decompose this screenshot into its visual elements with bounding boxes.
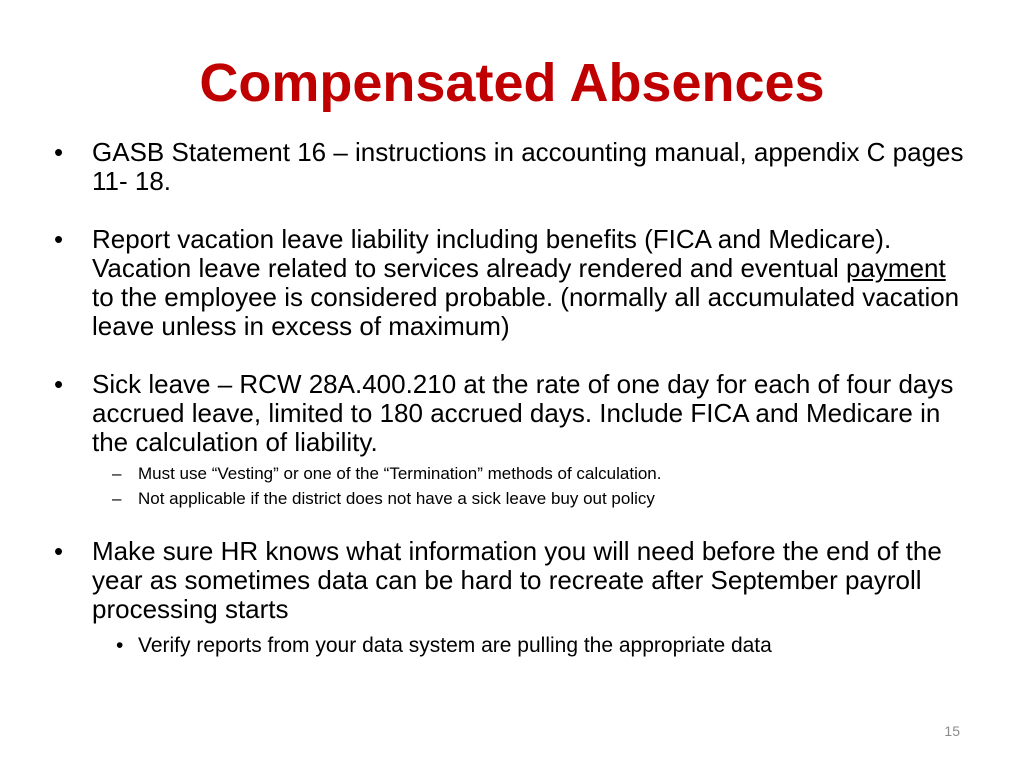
bullet-text: Sick leave – RCW 28A.400.210 at the rate of one day for each of four days accrued leave, limited to 180 accrued days. Include FICA and Medicare in the calculation of liability. <box>92 369 954 457</box>
bullet-marker: • <box>54 137 64 167</box>
bullet-marker: • <box>54 369 64 399</box>
page-number: 15 <box>944 723 960 739</box>
sub-bullet-marker: • <box>116 634 124 657</box>
sub-bullet-text: Verify reports from your data system are pulling the appropriate data <box>138 634 772 657</box>
sub-bullet-item <box>92 486 974 511</box>
sub-bullet-text: Not applicable if the district does not have a sick leave buy out policy <box>138 489 655 508</box>
bullet-text: Make sure HR knows what information you will need before the end of the year as sometimes data can be hard to recreate after September payroll processing starts <box>92 536 942 624</box>
sub-bullet-list <box>92 461 974 511</box>
bullet-item <box>54 370 974 511</box>
underlined-word: payment <box>846 253 946 283</box>
bullet-item <box>54 537 974 659</box>
slide-title: Compensated Absences <box>199 53 825 113</box>
dash-marker: – <box>112 464 122 483</box>
bullet-marker: • <box>54 224 64 254</box>
bullet-text: GASB Statement 16 – instructions in accounting manual, appendix C pages 11- 18. <box>92 137 964 196</box>
dash-marker: – <box>112 489 122 508</box>
sub-bullet-list <box>92 632 974 659</box>
bullet-list <box>54 138 974 659</box>
sub-bullet-text: Must use “Vesting” or one of the “Termination” methods of calculation. <box>138 464 662 483</box>
bullet-item <box>54 225 974 341</box>
sub-bullet-item <box>92 632 974 659</box>
bullet-marker: • <box>54 536 64 566</box>
bullet-text-part: to the employee is considered probable. (normally all accumulated vacation leave unless in excess of maximum) <box>92 282 960 341</box>
bullet-item <box>54 138 974 196</box>
sub-bullet-item <box>92 461 974 486</box>
bullet-text-part: Report vacation leave liability including benefits (FICA and Medicare). Vacation leave related to services already rendered and eventual <box>92 224 892 283</box>
